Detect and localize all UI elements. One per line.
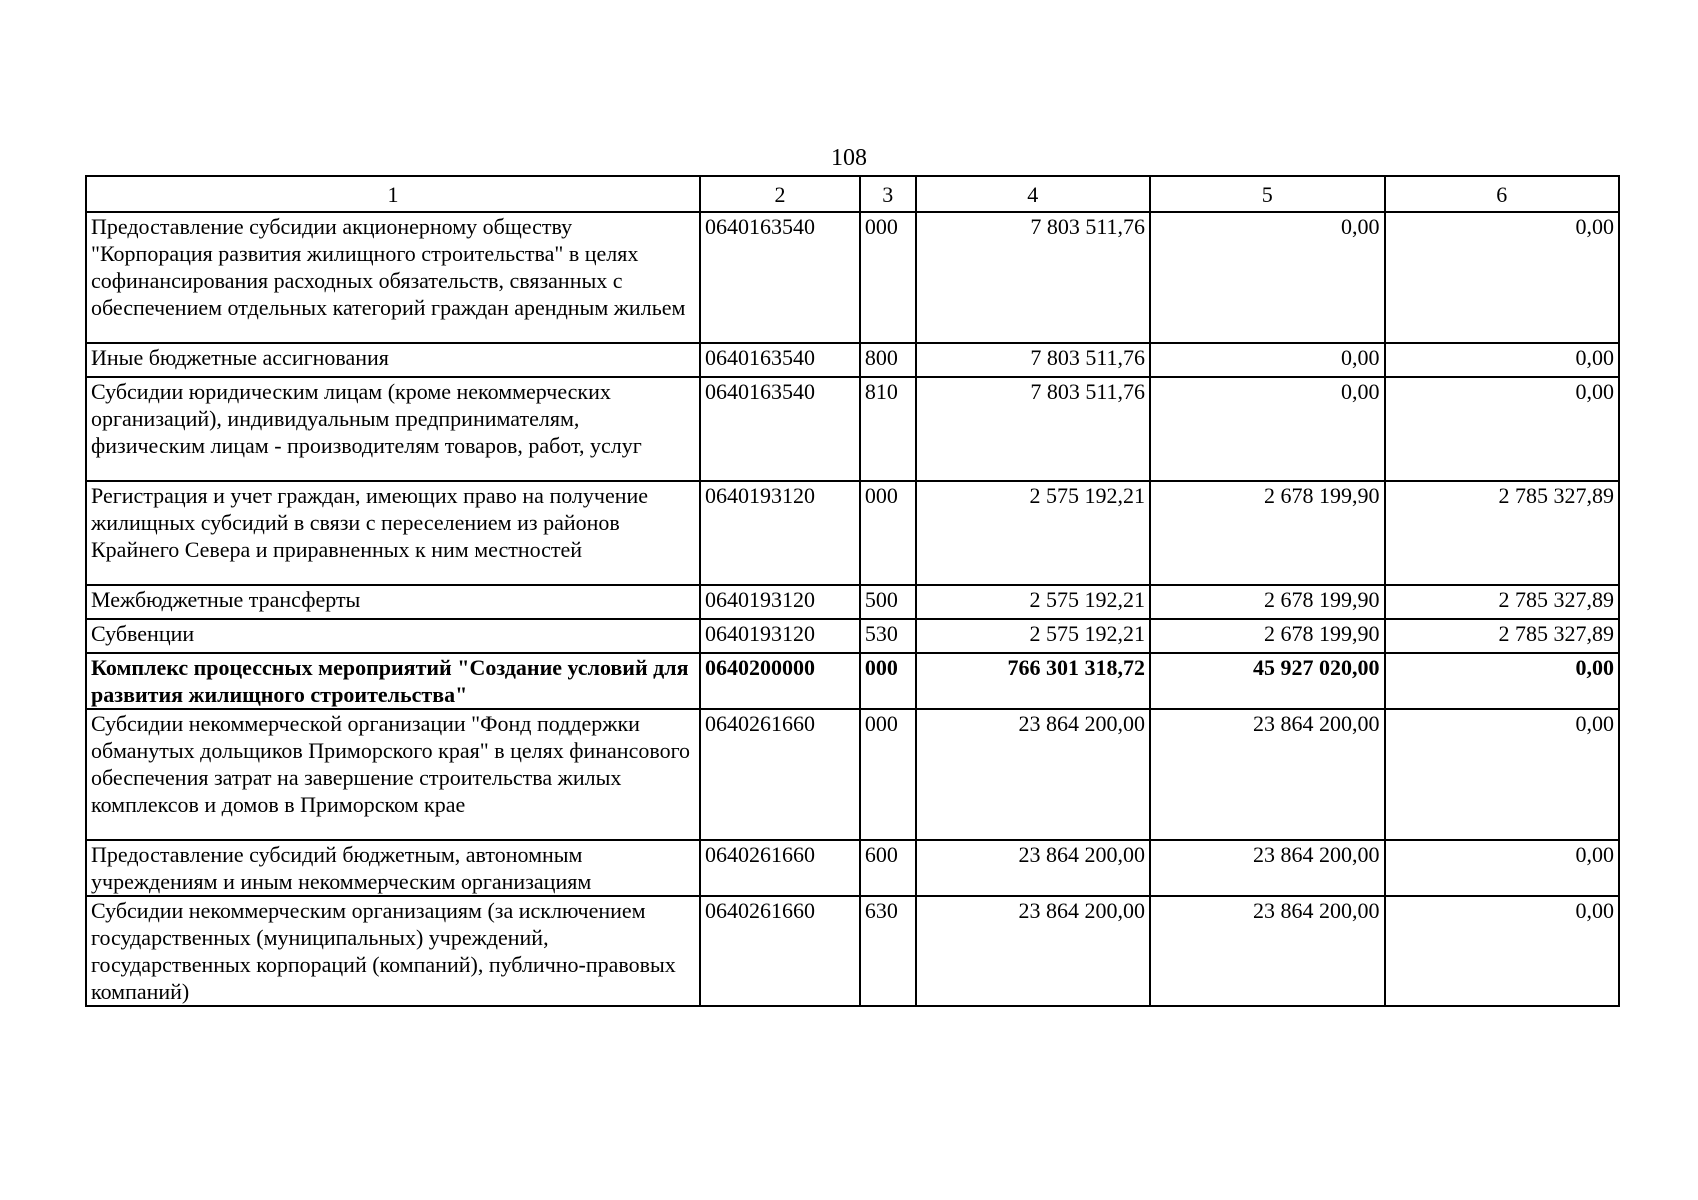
column-header: 1	[86, 176, 700, 212]
table-row	[86, 840, 1619, 896]
column-header: 4	[916, 176, 1150, 212]
row-value-2-cell: 0,00	[1150, 377, 1384, 481]
column-header: 3	[860, 176, 916, 212]
row-value-3-cell: 2 785 327,89	[1385, 585, 1620, 619]
row-value-2-cell: 2 678 199,90	[1150, 619, 1384, 653]
row-value-3-cell: 0,00	[1385, 377, 1620, 481]
row-value-1-cell: 2 575 192,21	[916, 585, 1150, 619]
row-value-1-cell: 2 575 192,21	[916, 619, 1150, 653]
row-code-cell: 0640193120	[700, 619, 860, 653]
row-value-3-cell: 0,00	[1385, 709, 1620, 840]
row-value-3-cell: 0,00	[1385, 840, 1620, 896]
row-value-2-cell: 2 678 199,90	[1150, 481, 1384, 585]
row-expense-type-cell: 000	[860, 709, 916, 840]
table-row	[86, 212, 1619, 343]
row-value-1-cell: 7 803 511,76	[916, 212, 1150, 343]
row-value-3-cell: 0,00	[1385, 212, 1620, 343]
row-name-cell: Субсидии некоммерческим организациям (за исключением государственных (муниципальных) учреждений, государственных корпораций (компаний), публично-правовых компаний)	[86, 896, 700, 1006]
row-code-cell: 0640200000	[700, 653, 860, 709]
table-body	[86, 212, 1619, 1006]
row-code-cell: 0640261660	[700, 840, 860, 896]
row-name-cell: Регистрация и учет граждан, имеющих право на получение жилищных субсидий в связи с переселением из районов Крайнего Севера и приравненных к ним местностей	[86, 481, 700, 585]
row-name-cell: Предоставление субсидий бюджетным, автономным учреждениям и иным некоммерческим организациям	[86, 840, 700, 896]
row-name-cell: Комплекс процессных мероприятий "Создание условий для развития жилищного строительства"	[86, 653, 700, 709]
row-value-2-cell: 2 678 199,90	[1150, 585, 1384, 619]
row-value-1-cell: 23 864 200,00	[916, 840, 1150, 896]
row-value-3-cell: 0,00	[1385, 896, 1620, 1006]
row-expense-type-cell: 630	[860, 896, 916, 1006]
row-value-1-cell: 7 803 511,76	[916, 343, 1150, 377]
row-value-1-cell: 23 864 200,00	[916, 709, 1150, 840]
column-header: 5	[1150, 176, 1384, 212]
table-row	[86, 619, 1619, 653]
row-name-cell: Иные бюджетные ассигнования	[86, 343, 700, 377]
table-row	[86, 896, 1619, 1006]
row-value-3-cell: 2 785 327,89	[1385, 619, 1620, 653]
row-expense-type-cell: 800	[860, 343, 916, 377]
row-code-cell: 0640261660	[700, 709, 860, 840]
row-name-cell: Субсидии юридическим лицам (кроме некоммерческих организаций), индивидуальным предпринимателям, физическим лицам - производителям товаров, работ, услуг	[86, 377, 700, 481]
row-value-2-cell: 0,00	[1150, 212, 1384, 343]
row-code-cell: 0640193120	[700, 585, 860, 619]
row-code-cell: 0640163540	[700, 343, 860, 377]
column-header: 2	[700, 176, 860, 212]
row-code-cell: 0640163540	[700, 377, 860, 481]
row-code-cell: 0640163540	[700, 212, 860, 343]
table-row	[86, 709, 1619, 840]
row-value-2-cell: 23 864 200,00	[1150, 709, 1384, 840]
budget-table	[85, 175, 1620, 1007]
row-value-2-cell: 23 864 200,00	[1150, 896, 1384, 1006]
row-name-cell: Субвенции	[86, 619, 700, 653]
row-value-3-cell: 0,00	[1385, 653, 1620, 709]
row-value-1-cell: 23 864 200,00	[916, 896, 1150, 1006]
row-value-2-cell: 45 927 020,00	[1150, 653, 1384, 709]
table-row	[86, 481, 1619, 585]
row-expense-type-cell: 000	[860, 212, 916, 343]
row-value-3-cell: 0,00	[1385, 343, 1620, 377]
row-value-1-cell: 7 803 511,76	[916, 377, 1150, 481]
row-value-2-cell: 23 864 200,00	[1150, 840, 1384, 896]
header-row	[86, 176, 1619, 212]
row-expense-type-cell: 000	[860, 653, 916, 709]
row-code-cell: 0640193120	[700, 481, 860, 585]
row-code-cell: 0640261660	[700, 896, 860, 1006]
row-value-1-cell: 766 301 318,72	[916, 653, 1150, 709]
row-value-3-cell: 2 785 327,89	[1385, 481, 1620, 585]
table-row	[86, 585, 1619, 619]
row-name-cell: Межбюджетные трансферты	[86, 585, 700, 619]
row-expense-type-cell: 600	[860, 840, 916, 896]
row-expense-type-cell: 500	[860, 585, 916, 619]
row-name-cell: Субсидии некоммерческой организации "Фонд поддержки обманутых дольщиков Приморского края" в целях финансового обеспечения затрат на завершение строительства жилых комплексов и домов в Приморском крае	[86, 709, 700, 840]
table-row	[86, 377, 1619, 481]
row-name-cell: Предоставление субсидии акционерному обществу "Корпорация развития жилищного строительства" в целях софинансирования расходных обязательств, связанных с обеспечением отдельных категорий граждан арендным жильем	[86, 212, 700, 343]
table-row	[86, 343, 1619, 377]
row-expense-type-cell: 810	[860, 377, 916, 481]
table-row	[86, 653, 1619, 709]
page-number: 108	[831, 145, 867, 171]
column-header: 6	[1385, 176, 1620, 212]
row-expense-type-cell: 000	[860, 481, 916, 585]
row-expense-type-cell: 530	[860, 619, 916, 653]
row-value-1-cell: 2 575 192,21	[916, 481, 1150, 585]
row-value-2-cell: 0,00	[1150, 343, 1384, 377]
